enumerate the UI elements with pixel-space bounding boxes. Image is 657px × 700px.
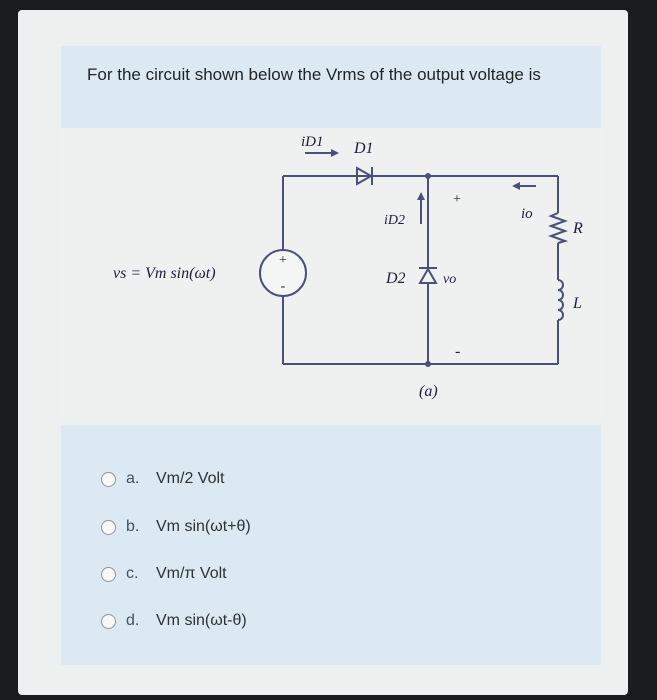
source-plus: + — [279, 253, 287, 268]
option-d[interactable] — [101, 607, 247, 635]
question-text: For the circuit shown below the Vrms of the output voltage is — [87, 65, 541, 84]
d2-label: D2 — [386, 270, 406, 287]
option-label: Vm sin(ωt-θ) — [156, 612, 247, 629]
junction-bottom — [425, 361, 431, 367]
option-letter: b. — [126, 518, 140, 535]
id1-label: iD1 — [301, 134, 324, 150]
option-a[interactable] — [101, 465, 224, 493]
option-letter: d. — [126, 612, 140, 629]
resistor-icon — [551, 213, 565, 243]
source-minus: - — [280, 279, 286, 294]
d1-label: D1 — [354, 140, 374, 157]
io-arrowhead — [512, 182, 520, 190]
l-label: L — [573, 295, 582, 312]
io-label: io — [521, 206, 533, 222]
option-c[interactable] — [101, 560, 227, 588]
radio-d[interactable] — [101, 614, 116, 629]
r-label: R — [573, 220, 583, 237]
option-b[interactable] — [101, 513, 251, 541]
radio-c[interactable] — [101, 567, 116, 582]
inductor-icon — [558, 280, 563, 320]
id2-label: iD2 — [384, 213, 405, 228]
id1-arrowhead — [331, 149, 339, 157]
source-label: vs = Vm sin(ωt) — [113, 265, 216, 282]
option-label: Vm sin(ωt+θ) — [156, 518, 251, 535]
answer-options — [61, 425, 601, 665]
circuit-diagram — [61, 128, 601, 416]
question-card — [18, 10, 628, 695]
figure-caption: (a) — [419, 383, 438, 400]
junction-top — [425, 173, 431, 179]
option-letter: a. — [126, 470, 140, 487]
radio-a[interactable] — [101, 472, 116, 487]
option-label: Vm/2 Volt — [156, 470, 225, 487]
option-label: Vm/π Volt — [156, 565, 227, 582]
id2-arrowhead — [417, 192, 425, 200]
radio-b[interactable] — [101, 520, 116, 535]
vo-label: vo — [443, 272, 457, 287]
vo-plus: + — [453, 192, 461, 207]
question-panel — [61, 46, 601, 128]
vo-minus: - — [455, 343, 461, 360]
diode-d2-icon — [419, 268, 437, 283]
circuit-figure — [61, 128, 601, 416]
option-letter: c. — [126, 565, 139, 582]
